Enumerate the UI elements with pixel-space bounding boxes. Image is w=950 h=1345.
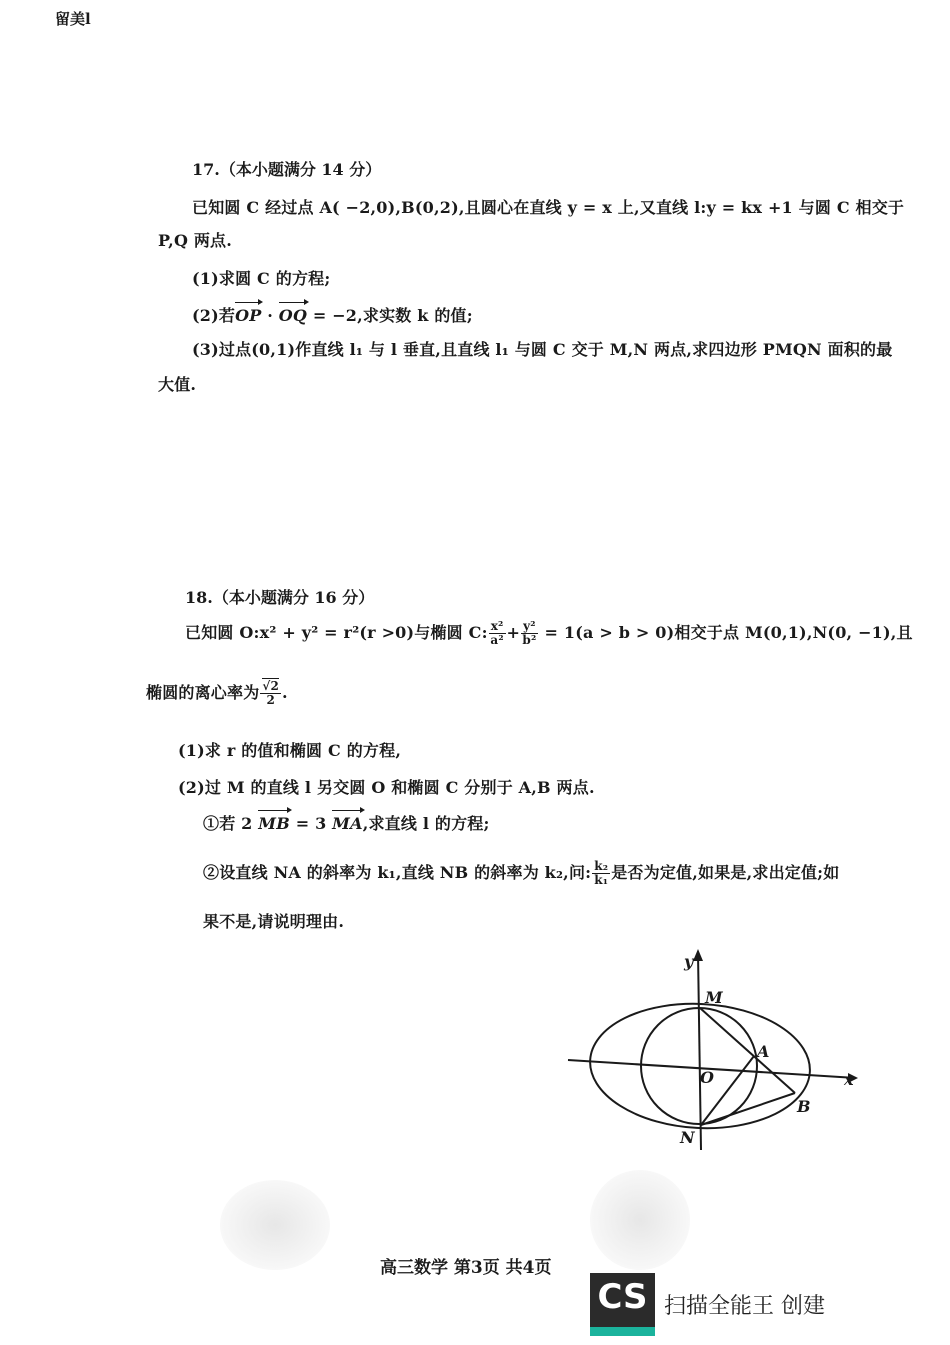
q18-part1: (1)求 r 的值和椭圆 C 的方程, <box>178 741 402 760</box>
q18-stem-post: = 1(a > b > 0)相交于点 M(0,1),N(0, −1),且 <box>538 623 913 642</box>
label-m: M <box>705 988 723 1007</box>
page-footer: 高三数学 第3页 共4页 <box>380 1258 552 1278</box>
q17-part3-line1: (3)过点(0,1)作直线 l₁ 与 l 垂直,且直线 l₁ 与圆 C 交于 M,N 两点,求四边形 PMQN 面积的最 <box>192 340 893 359</box>
y-axis-arrow <box>693 949 703 961</box>
y-axis <box>698 953 701 1150</box>
q18-stem-line2: 椭圆的离心率为 $\frac{√2}{2}$ . <box>146 679 288 707</box>
label-n: N <box>680 1128 695 1147</box>
q17-part2-post: = −2,求实数 k 的值; <box>307 306 473 325</box>
camscanner-watermark-text: 扫描全能王 创建 <box>664 1294 825 1319</box>
q17-part3-line2: 大值. <box>158 375 197 394</box>
plus-sign: + <box>506 623 521 642</box>
fraction-sqrt2-over-2: $\frac{√2}{2}$ <box>262 679 280 707</box>
q17-part1: (1)求圆 C 的方程; <box>192 269 331 288</box>
camscanner-logo <box>590 1273 655 1336</box>
label-a: A <box>757 1042 770 1061</box>
scan-smudge <box>590 1170 690 1270</box>
segment-mb <box>700 1008 795 1093</box>
fraction-y2-b2: $\frac{\text{y²}}{\text{b²}}$ <box>522 619 537 647</box>
vector-mb: MB <box>258 814 290 833</box>
vector-oq: OQ <box>278 306 308 325</box>
fraction-x2-a2: $\frac{\text{x²}}{\text{a²}}$ <box>490 619 504 647</box>
logo-accent-bar <box>590 1327 655 1336</box>
label-x: x <box>844 1070 854 1089</box>
q18-stem2-pre: 椭圆的离心率为 <box>146 683 260 702</box>
q18-header: 18.（本小题满分 16 分） <box>185 588 375 607</box>
q17-stem-line1: 已知圆 C 经过点 A( −2,0),B(0,2),且圆心在直线 y = x 上,又直线 l:y = kx +1 与圆 C 相交于 <box>192 198 905 217</box>
vector-ma: MA <box>332 814 363 833</box>
q18-part2: (2)过 M 的直线 l 另交圆 O 和椭圆 C 分别于 A,B 两点. <box>178 778 595 797</box>
segment-na <box>701 1056 754 1125</box>
label-y: y <box>684 952 694 971</box>
q18-part2a: ①若 2 MB = 3 MA,求直线 l 的方程; <box>203 814 490 833</box>
dot-operator: · <box>261 306 279 325</box>
label-o: O <box>700 1068 714 1087</box>
q17-header: 17.（本小题满分 14 分） <box>192 160 382 179</box>
vector-op: OP <box>235 306 262 325</box>
q17-stem-line2: P,Q 两点. <box>158 231 233 250</box>
q18-part2b-line2: 果不是,请说明理由. <box>203 912 345 931</box>
q17-part2-pre: (2)若 <box>192 306 236 325</box>
q18-stem-pre: 已知圆 O:x² + y² = r²(r >0)与椭圆 C: <box>185 623 488 642</box>
corner-mark: 留美l <box>55 10 91 28</box>
ellipse-circle-figure <box>560 945 870 1155</box>
q17-part2 <box>192 303 473 326</box>
q18-part2b: ②设直线 NA 的斜率为 k₁,直线 NB 的斜率为 k₂,问: $\frac{\text{k₂}}{\text{k₁}}$ 是否为定值,如果是,求出定值;如 <box>203 859 840 887</box>
q18-stem-line1 <box>185 620 913 647</box>
scan-smudge <box>220 1180 330 1270</box>
logo-text: CS <box>597 1277 648 1317</box>
fraction-k2-k1: $\frac{\text{k₂}}{\text{k₁}}$ <box>594 859 609 887</box>
label-b: B <box>797 1097 811 1116</box>
